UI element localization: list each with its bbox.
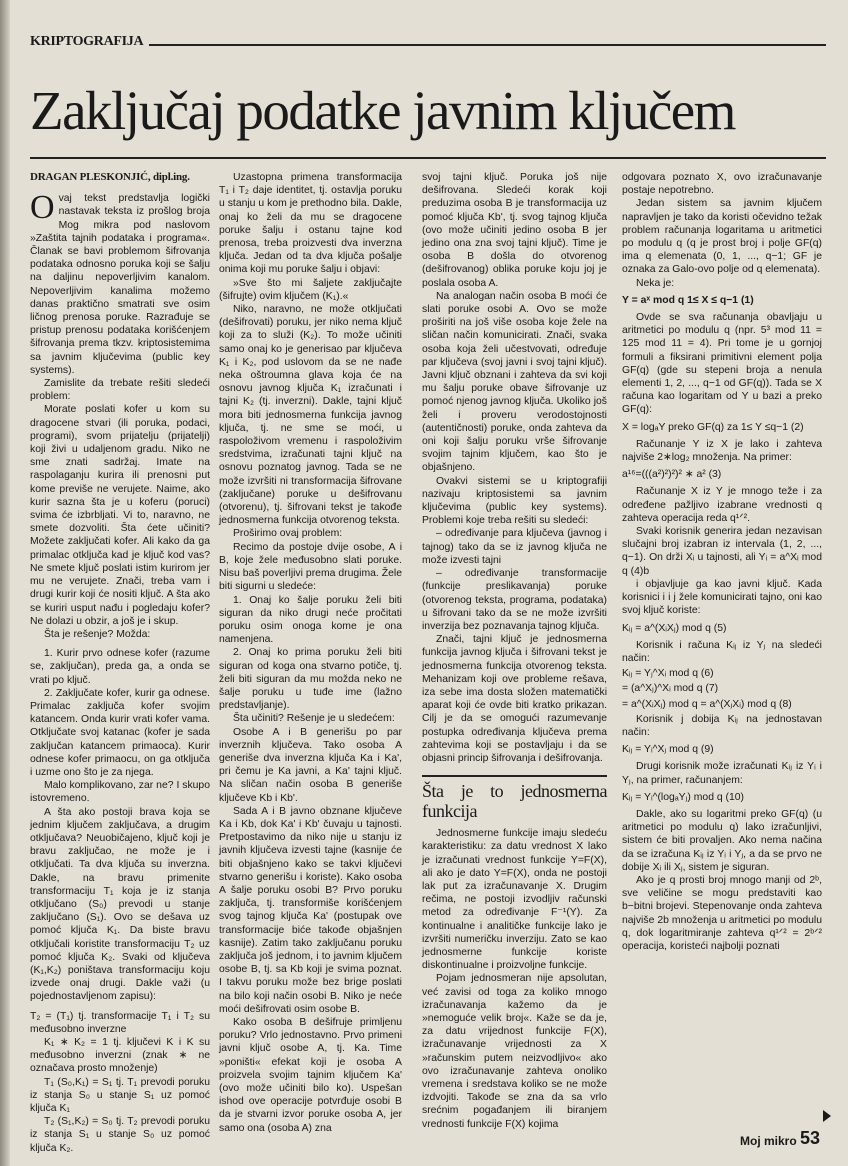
drop-cap: O — [30, 189, 55, 227]
paragraph: Jedan sistem sa javnim ključem napravljen je tako da koristi očevidno težak problem računanja logaritama u aritmetici po modulu q (q je prost broj i polje GF(q) ima q elemenata (0, 1, ..., q−1; GF je oznaka za Galo-ovo polje od q elemenata). — [622, 198, 822, 276]
paragraph: Morate poslati kofer u kom su dragocene stvari (ili poruka, podaci, programi), svom prijatelju (prijatelji) koji živi u udaljenom gradu. Niko ne sme znati sadržaj. Imate na raspolaganju kurira ili prenosni put kome previše ne verujete. Naime, ako kurir sazna šta je u koferu (poruci) svima će izbrbljati. Vi to, naravno, ne smete dozvoliti. Šta ćete učiniti? Možete zaključati kofer. Ali kako da ga primalac otključa kad je ključ kod vas? Ne smete ključ poslati istim kurirom jer mu ne verujete. Znači, treba vam i drugi kurir koji će nositi ključ. A šta ako se kuriri usput nađu i pogledaju kofer? Ne dolazi u obzir, a još je i skup. — [30, 404, 210, 627]
paragraph: Niko, naravno, ne može otključati (dešifrovati) poruku, jer niko nema ključ koji za to služi (K₂). To može učiniti samo onaj ko je generisao par ključeva K₁ i K₂, pod uslovom da se ne nađe neka oštroumna glava koja će na osnovu javnog ključa K₁ izračunati i tajni K₂ (tj. inverzni). Dakle, tajni ključ mora biti jednosmerna funkcija javnog ključa, tj. ne sme se moći, u raspoloživom vremenu i raspoloživim sredstvima, izračunati tajni ključ na osnovu poznatog javnog. Tada se ne može izvršiti ni transformacija šifrovane (zaključane) poruke u dešifrovanu (otvorenu), tj. šifrovani tekst je takođe jednosmerna funkcija otvorenog teksta. — [219, 304, 402, 527]
subheading: Šta je to jednosmerna funkcija — [422, 781, 607, 822]
paragraph: svoj tajni ključ. Poruka još nije dešifrovana. Sledeći korak koji preduzima osoba B je transformacija uz pomoć ključa Kb', tj. svog tajnog ključa (ovo može učiniti jedino osoba B jer jedino ona zna svoj tajni ključ). Time je osoba B došla do otvorenog (dešifrovanog) oblika poruke koju joj je poslala osoba A. — [422, 172, 607, 289]
equation-9: Kᵢⱼ = Yᵢ^Xⱼ mod q (9) — [622, 744, 714, 756]
paragraph: Korisnik j dobija Kᵢⱼ na jednostavan način: — [622, 713, 822, 738]
paragraph: Ako je q prosti broj mnogo manji od 2ᵇ, sve veličine se mogu predstaviti kao b−bitni brojevi. Stepenovanje onda zahteva najviše 2b množenja u aritmetici po modulu q, dok logaritmiranje zahteva q¹ᐟ² = 2ᵇᐟ² operacija, koristeći najbolji poznati — [622, 874, 822, 952]
paragraph: Proširimo ovaj problem: — [233, 528, 343, 540]
text-column-4 — [622, 171, 822, 1111]
page-footer — [710, 1128, 838, 1152]
continue-arrow-icon — [822, 1110, 832, 1122]
paragraph: Kako osoba B dešifruje primljenu poruku? Vrlo jednostavno. Prvo primeni javni ključ osobe A, tj. Ka. Time »poništi« efekat koji je osoba A proizvela svojim tajnim ključem Ka' (ovo može učiniti bilo ko). Uspešan ishod ove operacije potvrđuje osobi B da je stvarni izvor poruke osoba A, jer samo ona (osoba A) zna — [219, 1017, 402, 1134]
list-item: 2. Zaključate kofer, kurir ga odnese. Primalac zaključa kofer svojim katancem. Onda kurir vrati kofer vama. Otključate svoj katanac (kofer je sada zaključan katancem primaoca). Kurir odnese kofer primaocu, on ga otključa i uzme ono što je za njega. — [30, 687, 210, 778]
magazine-name: Moj mikro — [740, 1134, 797, 1148]
formula-line: T₁ (S₀,K₁) = S₁ tj. T₁ prevodi poruku iz stanja S₀ u stanje S₁ uz pomoć ključa K₁ — [30, 1076, 210, 1115]
lead-paragraph — [30, 189, 210, 377]
section-label: KRIPTOGRAFIJA — [30, 34, 149, 50]
equation-1: Y = aˣ mod q 1≤ X ≤ q−1 (1) — [622, 294, 754, 306]
paragraph: Malo komplikovano, zar ne? I skupo istovremeno. — [30, 780, 210, 805]
author-byline: DRAGAN PLESKONJIĆ, dipl.ing. — [30, 171, 190, 183]
paragraph: Sada A i B javno obznane ključeve Ka i Kb, dok Ka' i Kb' čuvaju u tajnosti. Pretpostavimo da niko nije u stanju iz javnih ključeva izvesti tajne (kasnije će biti objašnjeno kako se takvi ključevi stvarno generišu i koriste). Kako osoba A šalje poruku osobi B? Prvo poruku zaključa, tj. transformiše korišćenjem svog tajnog ključa Ka' (postupak ove transformacije biće takođe objašnjen kasnije). Zatim tako zaključanu poruku zaključa još jednom, i to javnim ključem osobe B, tj. sa Kb koji je svima poznat. I takvu poruku može bez brige poslati na bilo koji način osobi B. Niko je neće moći dešifrovati osim osobe B. — [219, 805, 402, 1015]
paragraph: Šta učiniti? Rešenje je u sledećem: — [233, 713, 395, 725]
equation-2: X = logₐY preko GF(q) za 1≤ Y ≤q−1 (2) — [622, 421, 804, 433]
equation-7: = (a^Xⱼ)^Xᵢ mod q (7) — [622, 683, 719, 695]
paragraph: i objavljuje ga kao javni ključ. Kada korisnici i i j žele komunicirati tajno, oni kao svoj ključ koriste: — [622, 578, 822, 617]
title-rule — [30, 157, 826, 159]
paragraph: Ovakvi sistemi se u kriptografiji nazivaju kriptosistemi sa javnim ključevima (public key systems). Problemi koje treba rešiti su sledeći: — [422, 475, 607, 527]
equation-3: a¹⁶=(((a²)²)²)² ∗ a² (3) — [622, 469, 722, 481]
paragraph: Pojam jednosmeran nije apsolutan, već zavisi od toga za koliko mnogo izračunavanja kažemo da je »nemoguće velik broj«. Kaže se da je, za datu vrijednost funkcije F(X), izračunavanje vrijednosti za X »računskim putem neizvodljivo« ako ovo izračunavanje zahteva onoliko vremena i sredstava koliko se ne može izdvojiti. Takođe se zna da sa vrlo srećnim pogađanjem ili biranjem vrednosti funkcije F(X) kojima — [422, 973, 607, 1130]
lead-text: vaj tekst predstavlja logički nastavak teksta iz prošlog broja Mog mikra pod naslovom »Zaštita tajnih podataka i programa«. Članak se bavi problemom šifrovanja podataka odnosno poruka koji se šalju na daljinu nepoverljivim kanalom. Nepoverljivim kanalima možemo danas praktično smatrati sve osim ličnog prenosa poruke. Razrađuje se pristup prenosu podataka korišćenjem šifrovanja prema tkzv. kriptosistemima sa javnim ključevima (public key systems). — [30, 193, 210, 376]
paragraph: Šta je rešenje? Možda: — [44, 628, 151, 640]
paragraph: odgovara poznato X, ovo izračunavanje postaje nepotrebno. — [622, 172, 822, 197]
text-column-2 — [219, 171, 402, 1134]
list-item: – određivanje para ključeva (javnog i tajnog) tako da se iz javnog ključa ne može izvesti tajni — [422, 528, 607, 566]
paragraph: Zamislite da trebate rešiti sledeći problem: — [30, 378, 210, 403]
section-header — [30, 34, 826, 54]
paragraph: Jednosmerne funkcije imaju sledeću karakteristiku: za datu vrednost X lako je izračunati vrednost funkcije Y=F(X), ali ako je dato Y=F(X), onda ne postoji lak put za izračunavanje X. Drugim rečima, ne postoji izvodljiv računski metod za određivanje F⁻¹(Y). Za kontinualne i analitičke funkcije lako je izvršiti numeričku inverziju. Zato se kao jednosmerne funkcije koriste diskontinualne i proizvoljne funkcije. — [422, 828, 607, 972]
text-column-3 — [422, 171, 607, 1130]
paragraph: Drugi korisnik može izračunati Kᵢⱼ iz Yᵢ i Yⱼ, na primer, računanjem: — [622, 761, 822, 786]
paragraph: Svaki korisnik generira jedan nezavisan slučajni broj izabran iz intervala (1, 2, ..., q−1). On drži Xᵢ u tajnosti, ali Yᵢ = a^Xᵢ mod q (4)b — [622, 526, 822, 577]
formula-line: T₂ = (T₁) tj. transformacije T₁ i T₂ su međusobno inverzne — [30, 1010, 210, 1035]
text-column-1 — [30, 171, 210, 1154]
article-title: Zaključaj podatke javnim ključem — [30, 80, 735, 141]
paragraph: Recimo da postoje dvije osobe, A i B, koje žele međusobno slati poruke. Nisu baš poverljivi prema drugima. Žele biti sigurni u sledeće: — [219, 541, 402, 593]
list-item: 1. Onaj ko šalje poruku želi biti siguran da niko drugi neće pročitati poruku osim onoga kome je ona namenjena. — [219, 594, 402, 646]
list-item: 2. Onaj ko prima poruku želi biti siguran od koga ona stvarno potiče, tj. želi biti siguran da mu možda neko ne šalje poruku u tuđe ime (lažno predstavljanje). — [219, 647, 402, 712]
paragraph: »Sve što mi šaljete zaključajte (šifrujte) ovim ključem (K₁).« — [219, 277, 402, 302]
list-item: 1. Kurir prvo odnese kofer (razume se, zaključan), preda ga, a onda se vrati po ključ. — [30, 648, 210, 686]
paragraph: Korisnik i računa Kᵢⱼ iz Yⱼ na sledeći način: — [622, 639, 822, 664]
equation-6: Kᵢⱼ = Yⱼ^Xᵢ mod q (6) — [622, 668, 714, 680]
paragraph: Ovde se sva računanja obavljaju u aritmetici po modulu q (npr. 5³ mod 11 = 125 mod 11 = 4). Pri tome je u gornjoj formuli a fiksirani primitivni element polja GF(q) (gde su stepeni broja a nenula elementi 1, 2, ..., q−1 od GF(q)). Tada se X računa kao logaritam od Y u bazi a preko GF(q): — [622, 312, 822, 416]
paragraph: Znači, tajni ključ je jednosmerna funkcija javnog ključa i šifrovani tekst je jednosmerna funkcija otvorenog teksta. Mehanizam koji ove probleme rešava, iza sebe ima dosta složen matematički aparat koji će ovde biti kratko prikazan. Cilj je da se omogući razumevanje postupka određivanja ključeva prema zahtevima koji se postavljaju i da se objasni princip šifrovanja i dešifrovanja. — [422, 634, 607, 764]
list-item: – određivanje transformacije (funkcije preslikavanja) poruke (otvorenog teksta, programa, podataka) u šifrovani tako da se ne može izvršiti inverzija bez poznavanja tajnog ključa. — [422, 568, 607, 632]
equation-8: = a^(XᵢXⱼ) mod q = a^(XⱼXᵢ) mod q (8) — [622, 698, 792, 710]
page-number: 53 — [800, 1128, 821, 1148]
subheading-box — [422, 775, 607, 821]
paragraph: A šta ako postoji brava koja se jednim ključem zaključava, a drugim otključava? Neuobičajeno, ključ koji je bravu zaključao, ne može je i otključati. Ta dva ključa su inverzna. Dakle, na bravu primenite transformaciju T₁ koja je iz stanja otključano (S₀) prevodi u stanje zaključano (S₁). Ovo se dešava uz pomoć ključa K₁. Da biste bravu otključali koristite transformaciju T₂ uz pomoć ključa K₂. Svaki od ključeva (K₁,K₂) poništava transformaciju koju izvede onaj drugi. Dakle važi (u pojednostavljenom zapisu): — [30, 806, 210, 1003]
equation-5: Kᵢⱼ = a^(XᵢXⱼ) mod q (5) — [622, 622, 727, 634]
paragraph: Na analogan način osoba B moći će slati poruke osobi A. Ovo se može proširiti na još više osoba koje žele na sličan način komunicirati. Znači, svaka osoba koja želi učestvovati, određuje par ključeva (svoj javni i svoj tajni ključ). Javni ključ obznani i zahteva da svi koji mu šalju poruke obave šifrovanje uz pomoć njenog javnog ključa. Ukoliko još želi i proveru verodostojnosti (autentičnosti) poruke, onda zahteva da oni koji šalju poruku vrše šifrovanje svojim tajnim ključem, kao što je objašnjeno. — [422, 290, 607, 474]
paragraph: Uzastopna primena transformacija T₁ i T₂ daje identitet, tj. ostavlja poruku u stanju u kom je prethodno bila. Dakle, onaj ko želi da mu se dragocene poruke šalju i ostanu tajne kod prenosa, treba proizvesti dva inverzna ključa. Jedan od ta dva ključa pošalje onima koji mu poruke šalju i objavi: — [219, 172, 402, 276]
paragraph: Osobe A i B generišu po par inverznih ključeva. Tako osoba A generiše dva inverzna ključa Ka i Ka', pri čemu je Ka javni, a Ka' tajni ključ. Na sličan način osoba B generiše ključeve Kb i Kb'. — [219, 726, 402, 804]
header-rule — [30, 44, 826, 46]
formula-line: K₁ ∗ K₂ = 1 tj. ključevi K i K su međusobno inverzni (znak ∗ ne označava prosto množenje) — [30, 1037, 210, 1075]
paragraph: Neka je: — [636, 277, 675, 289]
paragraph: Računanje Y iz X je lako i zahteva najviše 2∗log₂ množenja. Na primer: — [622, 438, 822, 464]
formula-line: T₂ (S₁,K₂) = S₀ tj. T₂ prevodi poruku iz stanja S₁ u stanje S₀ uz pomoć ključa K₂. — [30, 1116, 210, 1154]
paragraph: Dakle, ako su logaritmi preko GF(q) (u aritmetici po modulu q) lako izračunljivi, sistem će biti provaljen. Ako nema načina da se izračuna Kᵢⱼ iz Yᵢ i Yⱼ, a da se prvo ne dobije Xᵢ ili Xⱼ, sistem je siguran. — [622, 808, 822, 873]
equation-10: Kᵢⱼ = Yᵢ^(logₐYⱼ) mod q (10) — [622, 791, 745, 803]
paragraph: Računanje X iz Y je mnogo teže i za određene pažljivo izabrane vrednosti q zahteva operacija reda q¹ᐟ². — [622, 486, 822, 524]
